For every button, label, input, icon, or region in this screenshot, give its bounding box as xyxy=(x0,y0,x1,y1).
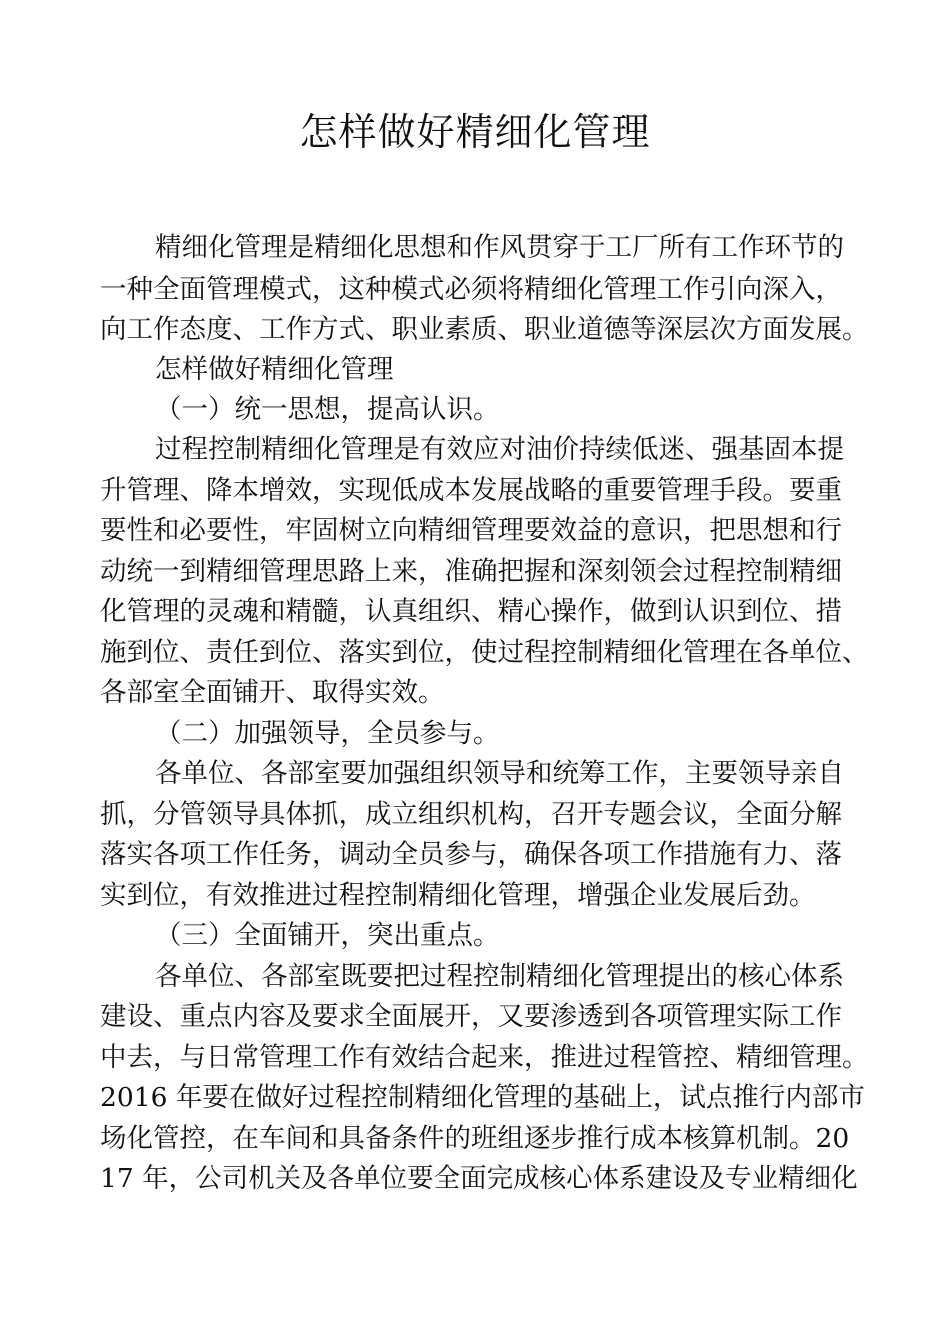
paragraph-line: 升管理、降本增效，实现低成本发展战略的重要管理手段。要重 xyxy=(100,475,842,506)
section-heading: （三）全面铺开，突出重点。 xyxy=(155,920,500,951)
paragraph-line: 要性和必要性，牢固树立向精细管理要效益的意识，把思想和行 xyxy=(100,515,842,546)
paragraph-line: 落实各项工作任务，调动全员参与，确保各项工作措施有力、落 xyxy=(100,839,842,870)
paragraph-line: 17 年，公司机关及各单位要全面完成核心体系建设及专业精细化 xyxy=(100,1163,858,1194)
paragraph-line: 实到位，有效推进过程控制精细化管理，增强企业发展后劲。 xyxy=(100,880,816,911)
paragraph-line: 建设、重点内容及要求全面展开，又要渗透到各项管理实际工作 xyxy=(100,1001,842,1032)
paragraph-line: 抓，分管领导具体抓，成立组织机构，召开专题会议，全面分解 xyxy=(100,799,842,830)
paragraph-line: 过程控制精细化管理是有效应对油价持续低迷、强基固本提 xyxy=(155,434,844,465)
document-title: 怎样做好精细化管理 xyxy=(299,110,651,154)
paragraph-line: 精细化管理是精细化思想和作风贯穿于工厂所有工作环节的 xyxy=(155,232,844,263)
paragraph-line: 一种全面管理模式，这种模式必须将精细化管理工作引向深入， xyxy=(100,274,842,305)
section-heading: 怎样做好精细化管理 xyxy=(155,354,394,385)
paragraph-line: 各部室全面铺开、取得实效。 xyxy=(100,677,445,708)
paragraph-line: 化管理的灵魂和精髓，认真组织、精心操作，做到认识到位、措 xyxy=(100,596,842,627)
paragraph-line: 向工作态度、工作方式、职业素质、职业道德等深层次方面发展。 xyxy=(100,314,869,345)
paragraph-line: 中去，与日常管理工作有效结合起来，推进过程管控、精细管理。 xyxy=(100,1042,869,1073)
paragraph-line: 各单位、各部室既要把过程控制精细化管理提出的核心体系 xyxy=(155,961,844,992)
paragraph-line: 场化管控，在车间和具备条件的班组逐步推行成本核算机制。20 xyxy=(100,1123,850,1154)
paragraph-line: 2016 年要在做好过程控制精细化管理的基础上，试点推行内部市 xyxy=(100,1082,865,1113)
section-heading: （一）统一思想，提高认识。 xyxy=(155,394,500,425)
section-heading: （二）加强领导，全员参与。 xyxy=(155,718,500,749)
paragraph-line: 施到位、责任到位、落实到位，使过程控制精细化管理在各单位、 xyxy=(100,637,869,668)
paragraph-line: 动统一到精细管理思路上来，准确把握和深刻领会过程控制精细 xyxy=(100,556,842,587)
paragraph-line: 各单位、各部室要加强组织领导和统筹工作，主要领导亲自 xyxy=(155,758,844,789)
